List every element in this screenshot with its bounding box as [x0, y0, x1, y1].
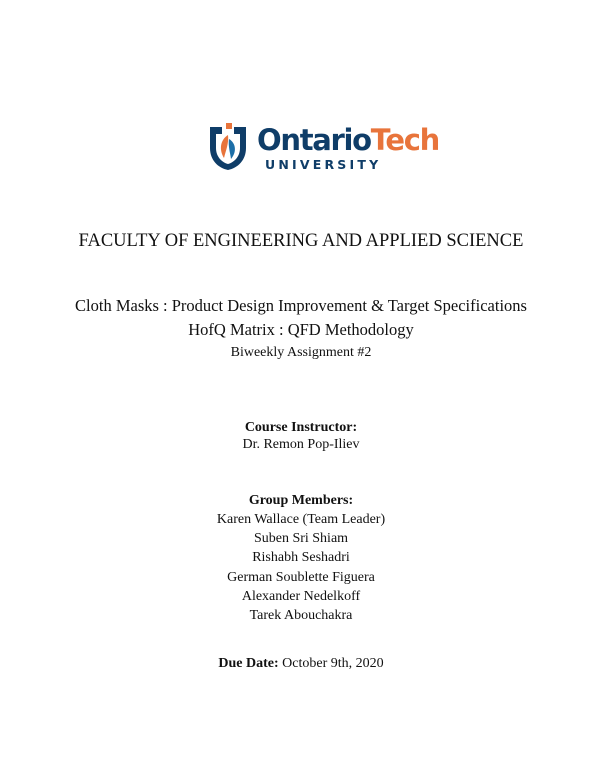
group-member: Karen Wallace (Team Leader)	[216, 512, 386, 527]
due-date	[0, 655, 602, 672]
group-members-list	[0, 510, 602, 625]
logo-wordmark	[257, 124, 439, 156]
group-members-label: Group Members:	[248, 493, 354, 508]
logo-subtitle: UNIVERSITY	[265, 157, 382, 172]
ontario-tech-shield-icon	[207, 123, 249, 171]
document-subtitle: HofQ Matrix : QFD Methodology	[188, 320, 414, 339]
group-member: Alexander Nedelkoff	[241, 588, 361, 604]
group-member: German Soublette Figuera	[227, 569, 375, 585]
group-member: Suben Sri Shiam	[253, 531, 349, 547]
group-member: Rishabh Seshadri	[252, 550, 350, 566]
document-title: Cloth Masks : Product Design Improvement & Target Specifications	[75, 296, 527, 315]
logo-wordmark-tech: Tech	[370, 123, 440, 157]
due-date-label: Due Date:	[218, 656, 279, 671]
logo-wordmark-ontario: Ontario	[257, 123, 371, 157]
university-logo	[207, 122, 440, 176]
group-member: Tarek Abouchakra	[249, 608, 353, 624]
due-date-value: October 9th, 2020	[282, 656, 384, 671]
faculty-heading: FACULTY OF ENGINEERING AND APPLIED SCIENCE	[78, 231, 524, 251]
instructor-name: Dr. Remon Pop-Iliev	[242, 437, 360, 452]
instructor-label: Course Instructor:	[244, 420, 358, 435]
assignment-label: Biweekly Assignment #2	[230, 345, 372, 360]
